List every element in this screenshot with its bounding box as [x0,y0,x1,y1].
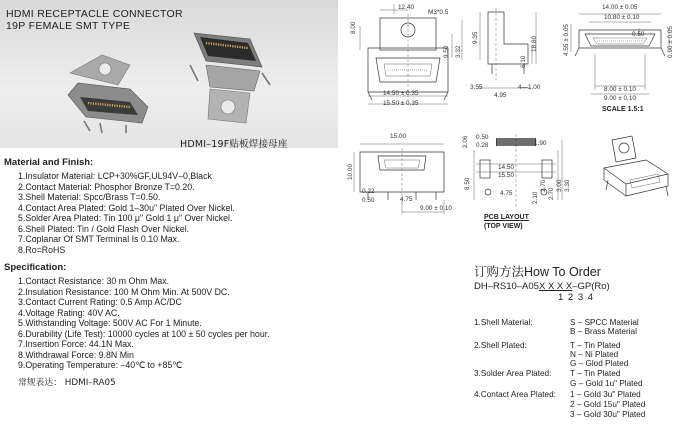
chinese-product-name: HDMI–19F贴板焊接母座 [180,139,288,150]
list-item: 8.Ro=RoHS [18,244,66,255]
dim-4-75-bottom: 4.75 [400,196,413,203]
dim-8-50: 8.50 [464,177,471,190]
order-option: 3 – Gold 30u" Plated [570,410,646,419]
list-item: 7.Coplanar Of SMT Terminal Is 0.10 Max. [18,234,180,244]
dim-10-80: 10.80 ± 0.10 [604,14,640,21]
list-item: 3.Contact Current Rating: 0.5 Amp AC/DC [18,297,182,307]
dim-2-10: 2.10 [532,191,539,204]
dim-15-00: 15.00 [390,133,406,140]
list-item: 7.Insertion Force: 44.1N Max. [18,339,134,349]
dim-4-55: 4.55 ± 0.05 [563,24,570,56]
list-item: 1.Insulator Material: LCP+30%GF,UL94V–0,Black [18,171,212,181]
order-option: N – Ni Plated [570,350,619,359]
order-group-label: 4.Contact Area Plated: [474,390,556,399]
order-group-label: 3.Solder Area Plated: [474,369,552,378]
dim-10-00: 10.00 [347,164,354,180]
order-group-label: 2.Shell Plated: [474,341,527,350]
order-option: 1 – Gold 3u" Plated [570,390,641,399]
specification-heading: Specification: [4,262,67,273]
order-title-cn: 订购方法 [474,264,525,279]
dim-0-50: 0.50 [632,31,645,38]
order-option: G – Gold 1u" Plated [570,379,643,388]
dim-14-00: 14.00 ± 0.05 [602,4,638,11]
list-item: 2.Contact Material: Phosphor Bronze T=0.20. [18,181,195,192]
dim-0-50-bottom: 0.50 [362,197,375,204]
list-item: 4.Contact Area Plated: Gold 1–30u" Plated Over Nickel. [18,202,235,213]
dim-3-30: 3.30 [564,179,571,192]
order-code-suffix: –GP(Ro) [572,281,610,292]
order-code [474,281,610,292]
material-list [18,171,235,255]
dim-3-55: 3.55 [470,84,483,91]
dim-12-40: 12.40 [398,4,414,11]
order-option: G – Glod Plated [570,359,629,368]
dim-4-1-00: 4—1.00 [518,84,541,91]
series-note: 常规表达： HDMI–RA05 [18,378,116,388]
dim-15-50-pcb: 15.50 [498,172,514,179]
specification-list [18,276,270,371]
dim-8-00-front: 8.00 ± 0.10 [604,86,636,93]
dim-4-95: 4.95 [494,92,507,99]
order-title [474,262,601,280]
product-photo-panel [0,0,338,148]
list-item: 9.Operating Temperature: –40℃ to +85℃ [18,360,183,370]
dim-9-35: 9.35 [472,31,479,44]
pcb-layout-sublabel: (TOP VIEW) [484,223,523,230]
order-code-prefix: DH–RS10–A05 [474,281,539,292]
order-option: T – Tin Plated [570,341,621,350]
list-item: 2.Insulation Resistance: 100 M Ohm Min. At 500V DC. [18,286,230,297]
dim-0-22: 0.22 [362,188,375,195]
connector-photo-right [170,25,280,125]
list-item: 5.Withstanding Voltage: 500V AC For 1 Minute. [18,318,202,328]
dim-8-00: 8.00 [350,21,357,34]
order-title-en: How To Order [524,265,601,279]
order-slot-numbers: 1 2 3 4 [558,292,595,303]
list-item: 6.Shell Plated: Tin / Gold Flash Over Nickel. [18,223,190,234]
dim-0-90: 0.90 ± 0.05 [667,26,674,58]
dim-9-00-bottom: 9.00 ± 0.10 [420,205,452,212]
dim-6-10: 6.10 [520,55,527,68]
dim-2-70b: 2.70 [548,187,555,200]
order-option: 2 – Gold 15u" Plated [570,400,646,409]
material-heading: Material and Finish: [4,157,94,168]
iso-view-drawing [596,132,676,212]
order-option: T – Tin Plated [570,369,621,378]
list-item: 3.Shell Material: Spcc/Brass T=0.50. [18,192,161,202]
list-item: 6.Durability (Life Test): 10000 cycles at 100 ± 50 cycles per hour. [18,328,270,339]
dim-3-32: 3.32 [455,45,462,58]
dim-2-70a: 2.70 [540,179,547,192]
title-line1: HDMI RECEPTACLE CONNECTOR [6,8,183,20]
dim-3-00: 3.00 [556,179,563,192]
dim-14-50-pcb: 14.50 [498,164,514,171]
dim-2-06: 2.06 [462,135,469,148]
order-group-label: 1.Shell Material: [474,318,533,327]
dim-0-50-pcb: 0.50 [476,134,489,141]
dim-0-28: 0.28 [476,142,489,149]
dim-1-90: 1.90 [534,140,547,147]
dim-4-75-pcb: 4.75 [500,190,513,197]
dim-9-50: 9.50 [443,45,450,58]
order-option: S – SPCC Material [570,318,639,327]
list-item: 4.Voltage Rating: 40V AC. [18,307,120,318]
dim-18-80: 18.80 [531,36,538,52]
top-view-drawing [350,0,470,115]
list-item: 5.Solder Area Plated: Tin 100 μ" Gold 1 μ" Over Nickel. [18,213,233,223]
list-item: 1.Contact Resistance: 30 m Ohm Max. [18,276,170,286]
pcb-layout-label: PCB LAYOUT [484,214,529,221]
scale-label: SCALE 1.5:1 [602,106,644,113]
order-code-slots: X X X X [538,281,573,292]
connector-photo-left [60,45,160,135]
title-line2: 19P FEMALE SMT TYPE [6,20,131,32]
dim-m3: M3*0.5 [428,9,449,16]
dim-14-50-top: 14.50 ± 0.35 [383,90,419,97]
order-option: B – Brass Material [570,327,637,336]
list-item: 8.Withdrawal Force: 9.8N Min [18,349,134,360]
dim-9-00-front: 9.00 ± 0.10 [604,95,636,102]
dim-15-50: 15.50 ± 0.35 [383,100,419,107]
